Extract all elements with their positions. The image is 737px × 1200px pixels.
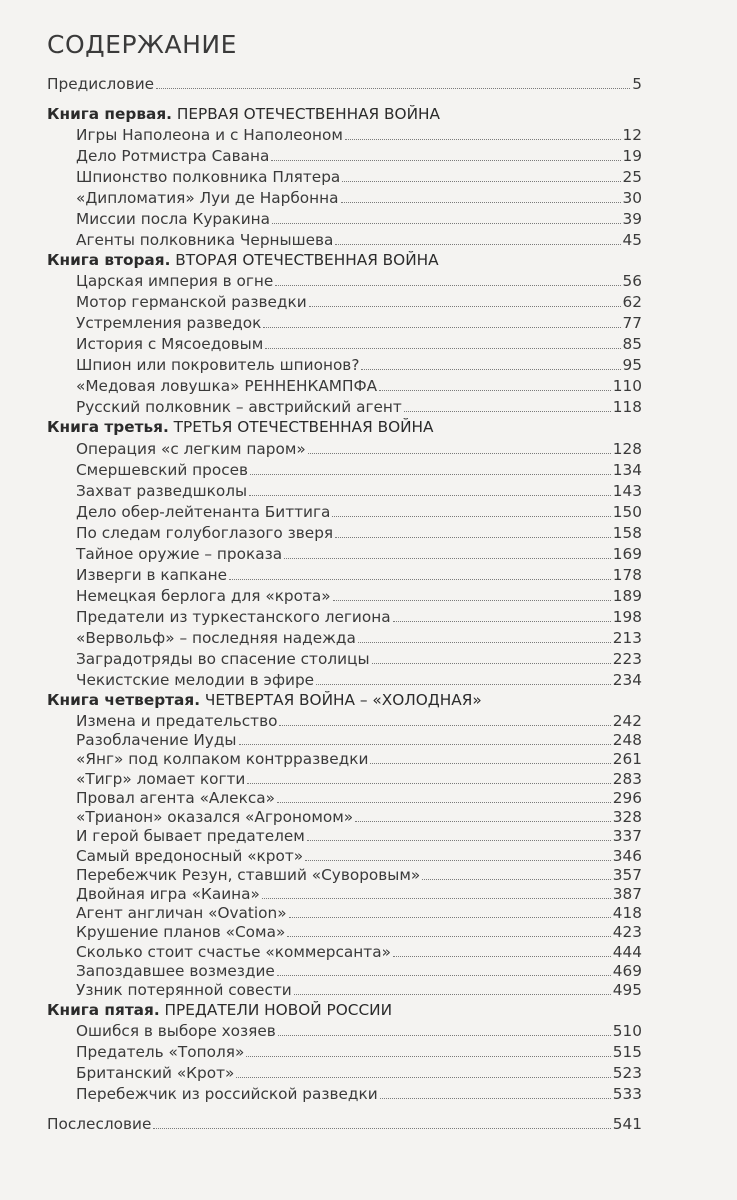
dot-leader [272, 223, 620, 224]
toc-chapter [0, 942, 737, 962]
toc-entry-label: Перебежчик Резун, ставший «Суворовым» [76, 866, 421, 884]
book-heading [0, 1000, 737, 1020]
toc-chapter [0, 1063, 737, 1083]
dot-leader [277, 802, 611, 803]
toc-entry-label: Предисловие [47, 75, 155, 93]
toc-page-number: 158 [612, 524, 642, 542]
toc-chapter [0, 788, 737, 808]
toc-chapter [0, 846, 737, 866]
toc-entry-label: «Янг» под колпаком контрразведки [76, 750, 369, 768]
dot-leader [239, 744, 611, 745]
book-number: Книга вторая. [47, 251, 171, 269]
dot-leader [380, 1098, 611, 1099]
toc-entry-label: «Дипломатия» Луи де Нарбонна [76, 189, 339, 207]
dot-leader [393, 621, 611, 622]
toc-chapter [0, 980, 737, 1000]
toc-entry-label: Тайное оружие – проказа [76, 545, 283, 563]
toc-page-number: 261 [612, 750, 642, 768]
toc-chapter [0, 607, 737, 627]
toc-page-number: 223 [612, 650, 642, 668]
toc-page-number: 77 [622, 314, 642, 332]
toc-entry-label: Крушение планов «Сома» [76, 923, 286, 941]
toc-page-number: 198 [612, 608, 642, 626]
toc-preface [0, 74, 737, 94]
book-number: Книга третья. [47, 418, 169, 436]
toc-page-number: 30 [622, 189, 642, 207]
book-title: ТРЕТЬЯ ОТЕЧЕСТВЕННАЯ ВОЙНА [173, 418, 434, 436]
dot-leader [250, 474, 611, 475]
dot-leader [345, 139, 621, 140]
book-heading-text [47, 250, 439, 270]
toc-entry-label: Послесловие [47, 1115, 152, 1133]
dot-leader [355, 821, 611, 822]
toc-entry-label: Самый вредоносный «крот» [76, 847, 304, 865]
toc-chapter [0, 167, 737, 187]
toc-chapter [0, 711, 737, 731]
toc-page-number: 387 [612, 885, 642, 903]
toc-entry-label: Миссии посла Куракина [76, 210, 271, 228]
toc-page-number: 357 [612, 866, 642, 884]
toc-page-number: 95 [622, 356, 642, 374]
dot-leader [277, 975, 611, 976]
dot-leader [309, 306, 621, 307]
toc-chapter [0, 826, 737, 846]
toc-page-number: 62 [622, 293, 642, 311]
toc-entry-label: Шпионство полковника Плятера [76, 168, 341, 186]
toc-chapter [0, 769, 737, 789]
toc-entry-label: Ошибся в выборе хозяев [76, 1022, 276, 1040]
dot-leader [404, 411, 611, 412]
dot-leader [263, 327, 620, 328]
toc-page-number: 541 [612, 1115, 642, 1133]
toc-entry-label: Агенты полковника Чернышева [76, 231, 334, 249]
toc-page-number: 110 [612, 377, 642, 395]
toc-page-number: 328 [612, 808, 642, 826]
dot-leader [236, 1077, 610, 1078]
toc-page-number: 444 [612, 943, 642, 961]
toc-entry-label: По следам голубоглазого зверя [76, 524, 334, 542]
book-title: ЧЕТВЕРТАЯ ВОЙНА – «ХОЛОДНАЯ» [204, 691, 482, 709]
dot-leader [341, 202, 621, 203]
toc-chapter [0, 230, 737, 250]
toc-chapter [0, 481, 737, 501]
dot-leader [271, 160, 620, 161]
toc-page-number: 56 [622, 272, 642, 290]
toc-page-number: 346 [612, 847, 642, 865]
book-heading-text [47, 417, 434, 437]
toc-entry-label: Заградотряды во спасение столицы [76, 650, 370, 668]
dot-leader [294, 994, 611, 995]
toc-afterword [0, 1114, 737, 1134]
book-heading-text [47, 1000, 392, 1020]
toc-entry-label: Разоблачение Иуды [76, 731, 237, 749]
dot-leader [361, 369, 620, 370]
toc-entry-label: Измена и предательство [76, 712, 278, 730]
dot-leader [284, 558, 611, 559]
dot-leader [316, 684, 611, 685]
dot-leader [262, 898, 611, 899]
toc-chapter [0, 586, 737, 606]
toc-chapter [0, 649, 737, 669]
toc-page-number: 213 [612, 629, 642, 647]
dot-leader [332, 516, 610, 517]
toc-chapter [0, 188, 737, 208]
toc-chapter [0, 397, 737, 417]
dot-leader [279, 725, 610, 726]
toc-chapter [0, 313, 737, 333]
toc-chapter [0, 146, 737, 166]
dot-leader [278, 1035, 611, 1036]
toc-entry-label: Игры Наполеона и с Наполеоном [76, 126, 343, 144]
toc-entry-label: «Тигр» ломает когти [76, 770, 246, 788]
book-number: Книга четвертая. [47, 691, 200, 709]
book-number: Книга первая. [47, 105, 172, 123]
toc-page-number: 134 [612, 461, 642, 479]
dot-leader [335, 537, 611, 538]
toc-chapter [0, 807, 737, 827]
toc-chapter [0, 292, 737, 312]
toc-entry-label: Операция «с легким паром» [76, 440, 306, 458]
dot-leader [305, 860, 611, 861]
book-heading [0, 690, 737, 710]
toc-entry-label: Смершевский просев [76, 461, 249, 479]
toc-page-number: 248 [612, 731, 642, 749]
toc-entry-label: Изверги в капкане [76, 566, 228, 584]
toc-page-number: 39 [622, 210, 642, 228]
toc-entry-label: Дело Ротмистра Савана [76, 147, 270, 165]
toc-chapter [0, 628, 737, 648]
toc-entry-label: Британский «Крот» [76, 1064, 235, 1082]
toc-entry-label: Немецкая берлога для «крота» [76, 587, 331, 605]
toc-chapter [0, 749, 737, 769]
dot-leader [379, 390, 611, 391]
toc-chapter [0, 565, 737, 585]
dot-leader [358, 642, 611, 643]
toc-entry-label: Перебежчик из российской разведки [76, 1085, 378, 1103]
toc-entry-label: Провал агента «Алекса» [76, 789, 275, 807]
dot-leader [247, 783, 610, 784]
toc-chapter [0, 884, 737, 904]
toc-entry-label: «Трианон» оказался «Агрономом» [76, 808, 354, 826]
dot-leader [422, 879, 611, 880]
toc-chapter [0, 355, 737, 375]
toc-page-number: 169 [612, 545, 642, 563]
toc-page-number: 128 [612, 440, 642, 458]
dot-leader [372, 663, 611, 664]
toc-page-number: 423 [612, 923, 642, 941]
toc-entry-label: История с Мясоедовым [76, 335, 264, 353]
dot-leader [393, 956, 611, 957]
toc-entry-label: Мотор германской разведки [76, 293, 307, 311]
dot-leader [246, 1056, 610, 1057]
toc-page-number: 178 [612, 566, 642, 584]
toc-entry-label: Царская империя в огне [76, 272, 274, 290]
toc-chapter [0, 544, 737, 564]
toc-chapter [0, 865, 737, 885]
dot-leader [249, 495, 611, 496]
toc-entry-label: «Медовая ловушка» РЕННЕНКАМПФА [76, 377, 378, 395]
toc-page-number: 5 [632, 75, 642, 93]
toc-entry-label: Дело обер-лейтенанта Биттига [76, 503, 331, 521]
toc-page-number: 337 [612, 827, 642, 845]
toc-chapter [0, 209, 737, 229]
dot-leader [275, 285, 620, 286]
book-title: ПРЕДАТЕЛИ НОВОЙ РОССИИ [164, 1001, 393, 1019]
toc-chapter [0, 334, 737, 354]
toc-page-number: 12 [622, 126, 642, 144]
dot-leader [370, 763, 610, 764]
toc-page-number: 283 [612, 770, 642, 788]
toc-entry-label: Запоздавшее возмездие [76, 962, 275, 980]
dot-leader [307, 840, 611, 841]
toc-page-number: 19 [622, 147, 642, 165]
dot-leader [308, 453, 611, 454]
toc-chapter [0, 903, 737, 923]
book-title: ПЕРВАЯ ОТЕЧЕСТВЕННАЯ ВОЙНА [176, 105, 440, 123]
page-title: СОДЕРЖАНИЕ [47, 30, 237, 59]
toc-chapter [0, 1042, 737, 1062]
dot-leader [287, 936, 610, 937]
toc-page-number: 118 [612, 398, 642, 416]
toc-chapter [0, 1084, 737, 1104]
toc-entry-label: Предатели из туркестанского легиона [76, 608, 391, 626]
dot-leader [229, 579, 611, 580]
book-heading [0, 104, 737, 124]
toc-page-number: 296 [612, 789, 642, 807]
toc-entry-label: Захват разведшколы [76, 482, 248, 500]
toc-chapter [0, 1021, 737, 1041]
toc-chapter [0, 439, 737, 459]
dot-leader [333, 600, 611, 601]
book-heading-text [47, 690, 482, 710]
toc-chapter [0, 730, 737, 750]
toc-page-number: 189 [612, 587, 642, 605]
toc-chapter [0, 523, 737, 543]
toc-page-number: 533 [612, 1085, 642, 1103]
book-heading [0, 250, 737, 270]
toc-page-number: 510 [612, 1022, 642, 1040]
dot-leader [156, 88, 630, 89]
toc-chapter [0, 922, 737, 942]
toc-page-number: 143 [612, 482, 642, 500]
toc-entry-label: И герой бывает предателем [76, 827, 305, 845]
toc-page-number: 418 [612, 904, 642, 922]
toc-page-number: 150 [612, 503, 642, 521]
toc-entry-label: Узник потерянной совести [76, 981, 292, 999]
toc-page-number: 469 [612, 962, 642, 980]
toc-entry-label: «Вервольф» – последняя надежда [76, 629, 356, 647]
toc-page-number: 523 [612, 1064, 642, 1082]
toc-entry-label: Шпион или покровитель шпионов? [76, 356, 360, 374]
toc-entry-label: Двойная игра «Каина» [76, 885, 260, 903]
toc-chapter [0, 961, 737, 981]
toc-page-number: 515 [612, 1043, 642, 1061]
toc-chapter [0, 460, 737, 480]
toc-page-number: 495 [612, 981, 642, 999]
toc-entry-label: Сколько стоит счастье «коммерсанта» [76, 943, 391, 961]
book-title: ВТОРАЯ ОТЕЧЕСТВЕННАЯ ВОЙНА [175, 251, 439, 269]
toc-entry-label: Русский полковник – австрийский агент [76, 398, 402, 416]
toc-page-number: 242 [612, 712, 642, 730]
toc-chapter [0, 502, 737, 522]
toc-entry-label: Агент англичан «Ovation» [76, 904, 287, 922]
toc-entry-label: Предатель «Тополя» [76, 1043, 245, 1061]
toc-chapter [0, 376, 737, 396]
toc-chapter [0, 271, 737, 291]
dot-leader [335, 244, 620, 245]
toc-entry-label: Устремления разведок [76, 314, 262, 332]
dot-leader [265, 348, 620, 349]
dot-leader [153, 1128, 610, 1129]
toc-page-number: 234 [612, 671, 642, 689]
book-heading [0, 417, 737, 437]
toc-page-number: 25 [622, 168, 642, 186]
toc-page-number: 45 [622, 231, 642, 249]
book-heading-text [47, 104, 440, 124]
toc-chapter [0, 670, 737, 690]
toc-entry-label: Чекистские мелодии в эфире [76, 671, 315, 689]
toc-page-number: 85 [622, 335, 642, 353]
dot-leader [342, 181, 620, 182]
book-number: Книга пятая. [47, 1001, 160, 1019]
toc-chapter [0, 125, 737, 145]
dot-leader [289, 917, 611, 918]
